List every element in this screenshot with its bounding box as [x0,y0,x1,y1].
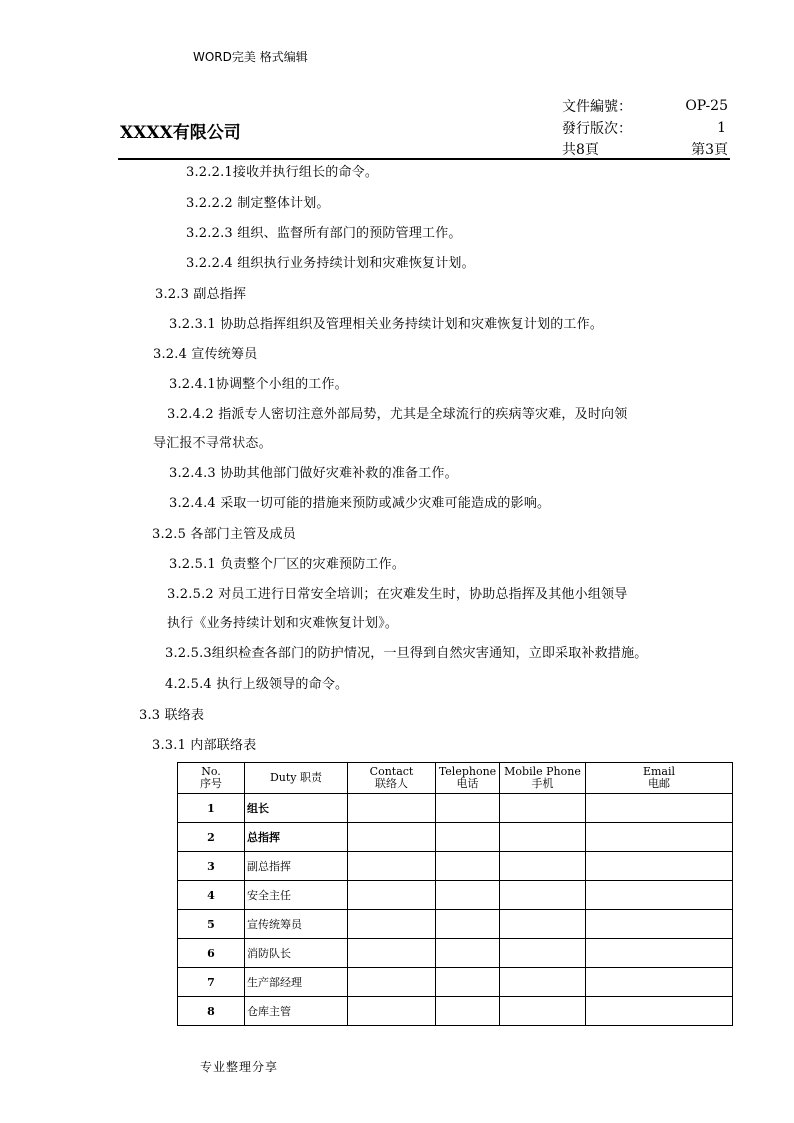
internal-contact-table [177,762,733,1026]
telephone-cell[interactable] [436,968,500,997]
watermark-text: WORD完美 格式编辑 [193,50,308,64]
company-name: XXXX有限公司 [120,123,241,143]
telephone-cell[interactable] [436,823,500,852]
row-number: 3 [178,852,245,881]
section-3-3: 3.3 联络表 [139,708,205,723]
row-number: 2 [178,823,245,852]
telephone-cell[interactable] [436,794,500,823]
contact-cell[interactable] [348,997,436,1026]
row-duty: 副总指挥 [245,852,348,881]
clause-3-2-2-1: 3.2.2.1接收并执行组长的命令。 [186,165,379,180]
mobile-cell[interactable] [500,823,586,852]
mobile-cell[interactable] [500,939,586,968]
table-row [178,997,733,1026]
row-duty: 仓库主管 [245,997,348,1026]
row-duty: 总指挥 [245,823,348,852]
section-3-2-4: 3.2.4 宣传统筹员 [153,347,258,362]
row-duty: 安全主任 [245,881,348,910]
mobile-cell[interactable] [500,910,586,939]
header-telephone: Telephone 电话 [436,763,500,794]
doc-number-label: 文件編號： [562,99,632,115]
clause-3-2-2-4: 3.2.2.4 组织执行业务持续计划和灾难恢复计划。 [186,256,475,271]
clause-3-2-4-4: 3.2.4.4 采取一切可能的措施来预防或减少灾难可能造成的影响。 [169,496,551,511]
clause-3-2-5-2: 3.2.5.2 对员工进行日常安全培训；在灾难发生时，协助总指挥及其他小组领导 [167,587,628,602]
table-header-row [178,763,733,794]
footer-text: 专业整理分享 [200,1060,279,1074]
total-pages: 共8頁 [562,142,599,158]
header-email: Email 电邮 [586,763,733,794]
row-duty: 组长 [245,794,348,823]
contact-cell[interactable] [348,939,436,968]
telephone-cell[interactable] [436,997,500,1026]
doc-number-value: OP-25 [685,98,728,114]
contact-cell[interactable] [348,794,436,823]
row-number: 6 [178,939,245,968]
mobile-cell[interactable] [500,852,586,881]
clause-3-2-3-1: 3.2.3.1 协助总指挥组织及管理相关业务持续计划和灾难恢复计划的工作。 [169,317,604,332]
section-3-3-1: 3.3.1 内部联络表 [152,738,257,753]
contact-cell[interactable] [348,968,436,997]
table-row [178,852,733,881]
header-mobile: Mobile Phone 手机 [500,763,586,794]
telephone-cell[interactable] [436,910,500,939]
contact-cell[interactable] [348,852,436,881]
table-row [178,794,733,823]
email-cell[interactable] [586,997,733,1026]
telephone-cell[interactable] [436,939,500,968]
clause-4-2-5-4: 4.2.5.4 执行上级领导的命令。 [165,677,349,692]
telephone-cell[interactable] [436,852,500,881]
row-duty: 生产部经理 [245,968,348,997]
table-row [178,823,733,852]
version-label: 發行版次： [562,121,632,137]
header-no: No. 序号 [178,763,245,794]
email-cell[interactable] [586,794,733,823]
table-row [178,968,733,997]
clause-3-2-4-2-cont: 导汇报不寻常状态。 [153,436,272,451]
clause-3-2-4-1: 3.2.4.1协调整个小组的工作。 [169,377,348,392]
row-number: 5 [178,910,245,939]
header-duty: Duty 职责 [245,763,348,794]
email-cell[interactable] [586,968,733,997]
header-contact: Contact 联络人 [348,763,436,794]
row-number: 7 [178,968,245,997]
mobile-cell[interactable] [500,997,586,1026]
section-3-2-3: 3.2.3 副总指挥 [155,287,247,302]
clause-3-2-4-2: 3.2.4.2 指派专人密切注意外部局势，尤其是全球流行的疾病等灾难，及时向领 [167,407,628,422]
email-cell[interactable] [586,852,733,881]
clause-3-2-5-3: 3.2.5.3组织检查各部门的防护情况，一旦得到自然灾害通知，立即采取补救措施。 [165,646,648,661]
clause-3-2-4-3: 3.2.4.3 协助其他部门做好灾难补救的准备工作。 [169,466,458,481]
contact-cell[interactable] [348,823,436,852]
page-number: 第3頁 [691,142,728,158]
section-3-2-5: 3.2.5 各部门主管及成员 [152,527,297,542]
mobile-cell[interactable] [500,794,586,823]
row-number: 4 [178,881,245,910]
row-number: 1 [178,794,245,823]
row-duty: 消防队长 [245,939,348,968]
header-rule [118,158,730,160]
row-number: 8 [178,997,245,1026]
mobile-cell[interactable] [500,968,586,997]
contact-cell[interactable] [348,910,436,939]
table-row [178,881,733,910]
clause-3-2-5-2-cont: 执行《业务持续计划和灾难恢复计划》。 [167,616,399,631]
telephone-cell[interactable] [436,881,500,910]
email-cell[interactable] [586,939,733,968]
version-value: 1 [717,120,726,136]
email-cell[interactable] [586,881,733,910]
table-row [178,939,733,968]
row-duty: 宣传统筹员 [245,910,348,939]
clause-3-2-5-1: 3.2.5.1 负责整个厂区的灾难预防工作。 [169,557,406,572]
mobile-cell[interactable] [500,881,586,910]
clause-3-2-2-3: 3.2.2.3 组织、监督所有部门的预防管理工作。 [186,226,462,241]
email-cell[interactable] [586,910,733,939]
clause-3-2-2-2: 3.2.2.2 制定整体计划。 [186,196,330,211]
email-cell[interactable] [586,823,733,852]
table-row [178,910,733,939]
contact-cell[interactable] [348,881,436,910]
